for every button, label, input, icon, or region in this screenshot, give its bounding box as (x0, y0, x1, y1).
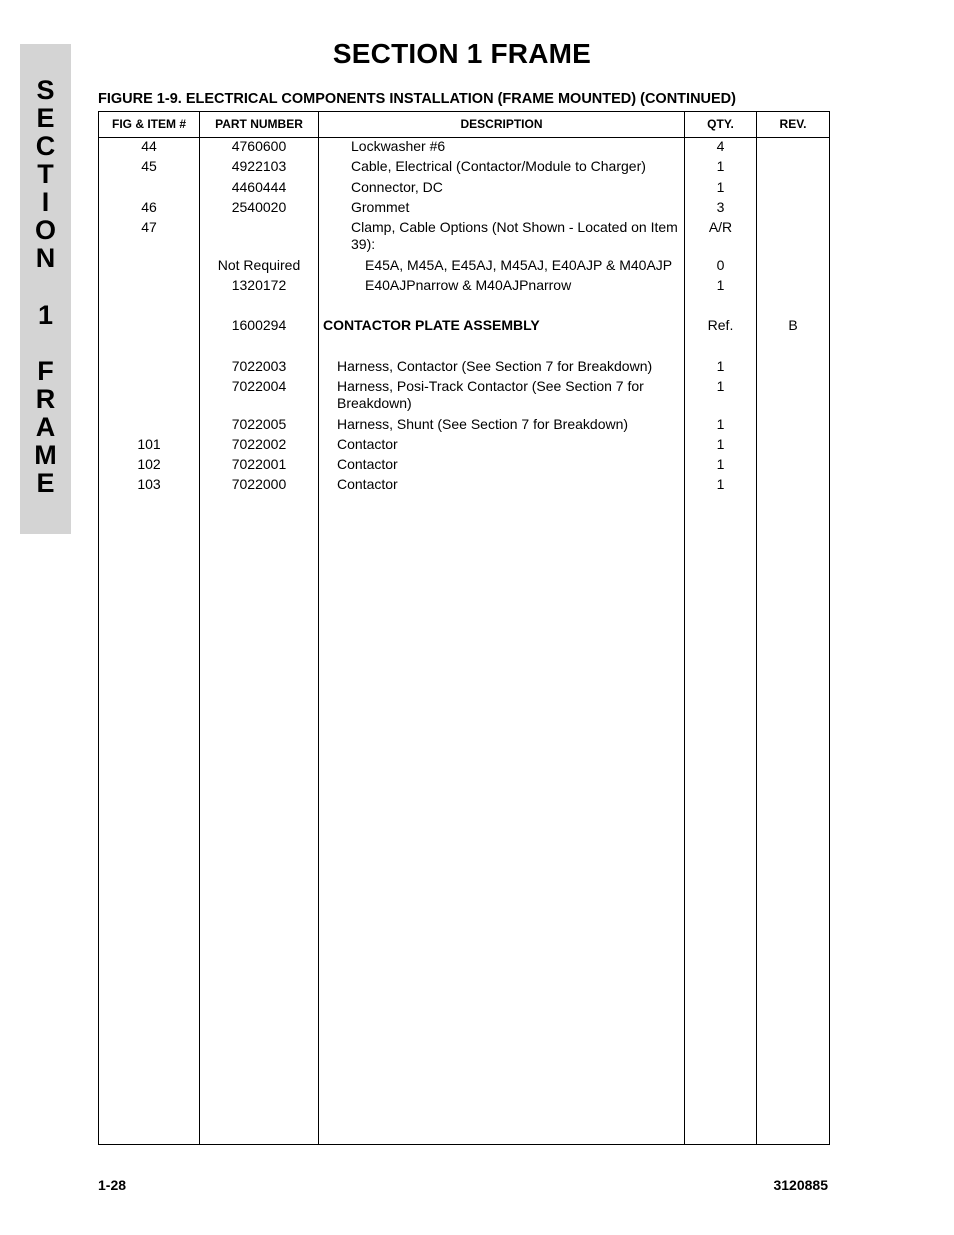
cell-description: Harness, Posi-Track Contactor (See Section 7 for Breakdown) (337, 378, 644, 411)
cell-description: CONTACTOR PLATE ASSEMBLY (323, 317, 540, 333)
cell-qty: 1 (716, 436, 725, 452)
side-tab-letter: C (35, 131, 56, 161)
header-fig-item: FIG & ITEM # (111, 117, 186, 131)
cell-description: E40AJPnarrow & M40AJPnarrow (365, 277, 572, 293)
cell-part-number: 2540020 (231, 199, 287, 215)
cell-part-number: 7022001 (231, 456, 287, 472)
cell-description: Lockwasher #6 (351, 138, 446, 154)
cell-item: 45 (141, 158, 157, 174)
cell-part-number: 7022000 (231, 476, 287, 492)
side-tab-letter: E (36, 103, 55, 133)
cell-part-number: 1320172 (231, 277, 287, 293)
cell-qty: Ref. (707, 317, 734, 333)
cell-qty: 1 (716, 378, 725, 394)
cell-description: Clamp, Cable Options (Not Shown - Located on Item 39): (351, 219, 678, 252)
cell-qty: A/R (708, 219, 733, 235)
side-tab-letter: 1 (37, 300, 54, 330)
side-tab-letter: R (35, 384, 56, 414)
cell-part-number: 1600294 (231, 317, 287, 333)
column-divider (318, 112, 319, 1144)
cell-qty: 1 (716, 277, 725, 293)
document-number: 3120885 (773, 1177, 828, 1193)
cell-item: 102 (137, 456, 161, 472)
cell-part-number: 4922103 (231, 158, 287, 174)
side-tab-letter: A (35, 412, 56, 442)
side-tab-letter: T (37, 159, 54, 189)
cell-qty: 1 (716, 476, 725, 492)
cell-qty: 1 (716, 456, 725, 472)
column-divider (756, 112, 757, 1144)
cell-description: E45A, M45A, E45AJ, M45AJ, E40AJP & M40AJP (365, 257, 673, 273)
cell-item: 46 (141, 199, 157, 215)
figure-title: FIGURE 1-9. ELECTRICAL COMPONENTS INSTALLATION (FRAME MOUNTED) (CONTINUED) (98, 91, 736, 107)
cell-item: 101 (137, 436, 161, 452)
cell-part-number: Not Required (217, 257, 301, 273)
cell-part-number: 7022002 (231, 436, 287, 452)
cell-part-number: 7022005 (231, 416, 287, 432)
side-tab-letter: O (34, 215, 56, 245)
table-header (99, 112, 829, 138)
page-title: SECTION 1 FRAME (332, 38, 592, 69)
cell-description: Harness, Contactor (See Section 7 for Breakdown) (337, 358, 653, 374)
cell-description: Contactor (337, 456, 398, 472)
cell-description: Harness, Shunt (See Section 7 for Breakdown) (337, 416, 629, 432)
side-tab-letter: F (37, 356, 54, 386)
page-number: 1-28 (98, 1177, 127, 1193)
cell-qty: 0 (716, 257, 725, 273)
cell-part-number: 7022003 (231, 358, 287, 374)
cell-qty: 1 (716, 179, 725, 195)
cell-part-number: 7022004 (231, 378, 287, 394)
header-part-number: PART NUMBER (215, 117, 303, 131)
parts-table (98, 111, 830, 1145)
cell-description: Connector, DC (351, 179, 443, 195)
cell-description: Cable, Electrical (Contactor/Module to Charger) (351, 158, 646, 174)
cell-qty: 1 (716, 416, 725, 432)
cell-item: 44 (141, 138, 157, 154)
cell-description: Contactor (337, 476, 398, 492)
side-tab-letter: N (35, 243, 56, 273)
header-rev: REV. (779, 117, 807, 131)
section-side-tab (20, 44, 71, 534)
side-tab-letter: E (36, 468, 55, 498)
side-tab-letter: S (36, 75, 55, 105)
header-qty: QTY. (707, 117, 734, 131)
header-description: DESCRIPTION (460, 117, 543, 131)
cell-part-number: 4760600 (231, 138, 287, 154)
cell-qty: 1 (716, 158, 725, 174)
cell-item: 103 (137, 476, 161, 492)
cell-qty: 4 (716, 138, 725, 154)
cell-item: 47 (141, 219, 157, 235)
side-tab-letter: I (41, 187, 50, 217)
cell-rev: B (788, 317, 798, 333)
cell-description: Grommet (351, 199, 410, 215)
cell-qty: 3 (716, 199, 725, 215)
cell-part-number: 4460444 (231, 179, 287, 195)
cell-qty: 1 (716, 358, 725, 374)
side-tab-letter: M (34, 440, 57, 470)
cell-description: Contactor (337, 436, 398, 452)
